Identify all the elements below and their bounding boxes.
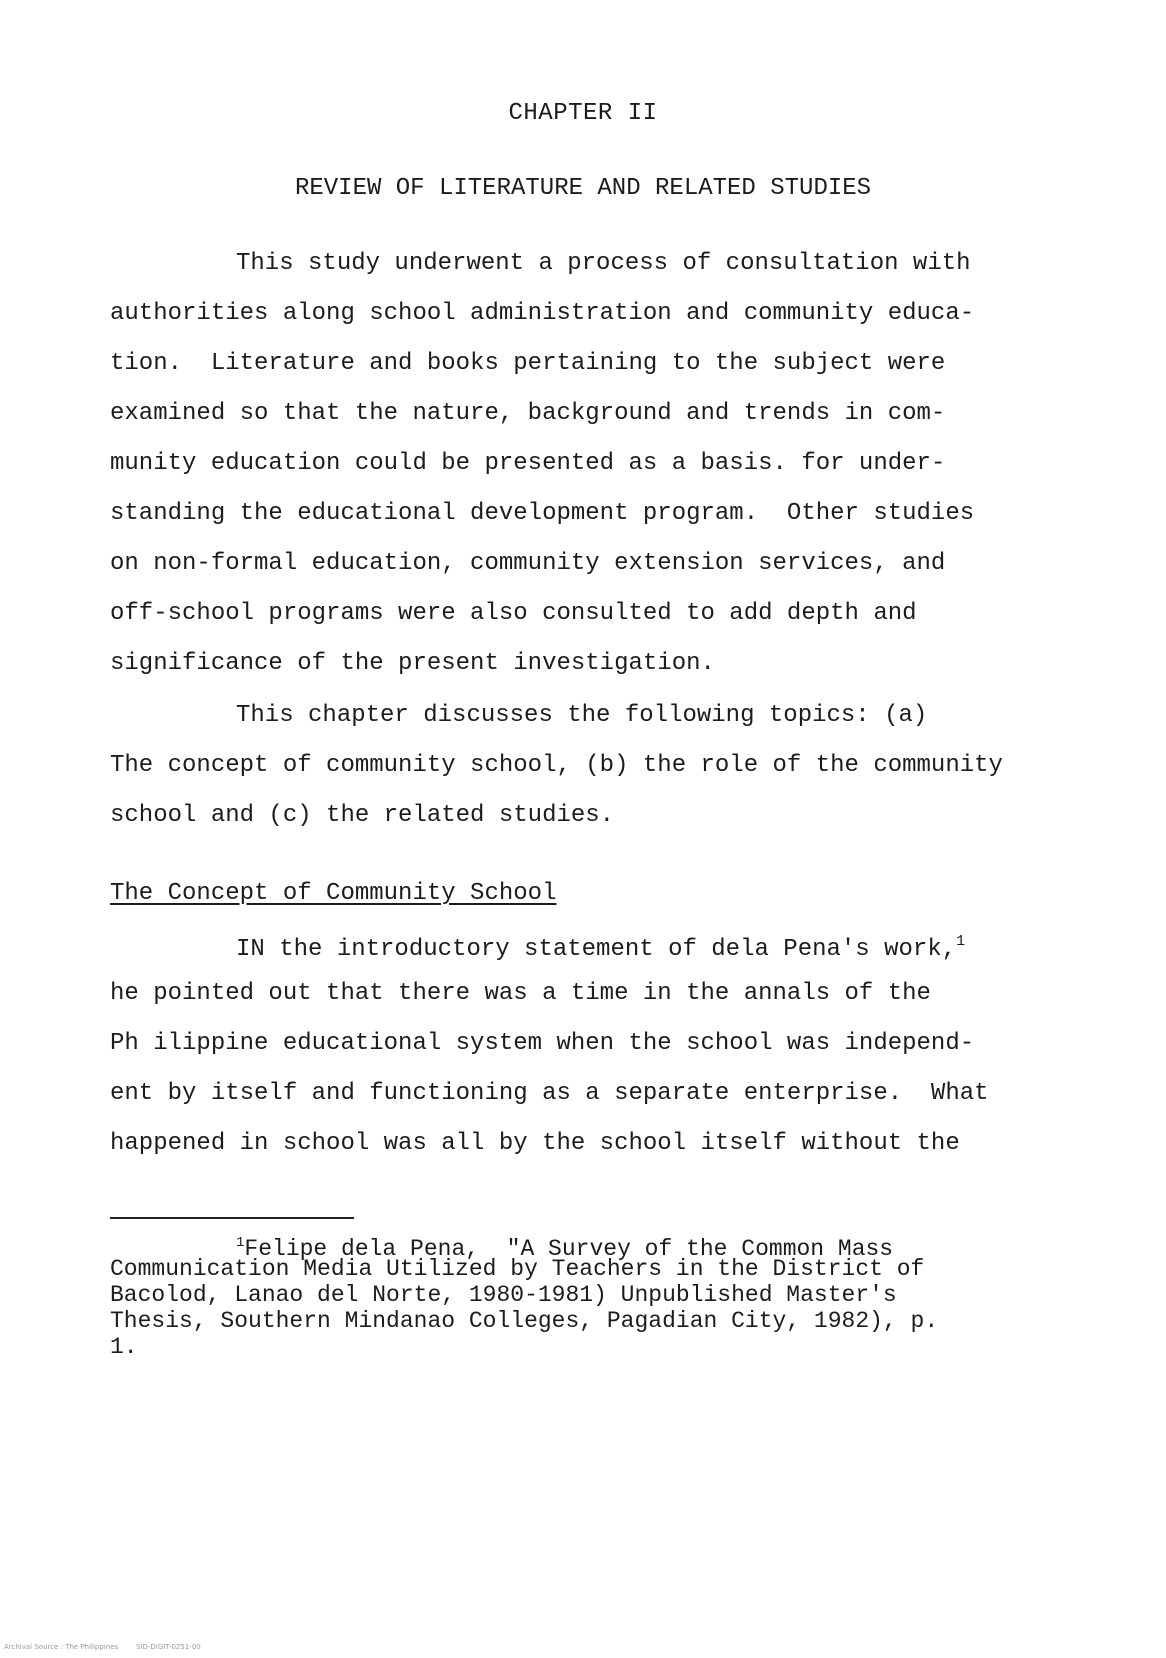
paragraph-line: Ph ilippine educational system when the school was independ- [110,1030,975,1057]
paragraph-line: school and (c) the related studies. [110,802,615,829]
paragraph-line: happened in school was all by the school itself without the [110,1130,960,1157]
paragraph-line: he pointed out that there was a time in the annals of the [110,980,931,1007]
paragraph-line-text: IN the introductory statement of dela Pena's work, [236,936,957,963]
paragraph-line: examined so that the nature, background and trends in com- [110,400,946,427]
paragraph-line: ent by itself and functioning as a separate enterprise. What [110,1080,989,1107]
paragraph-line: on non-formal education, community extension services, and [110,550,946,577]
paragraph-line: This chapter discusses the following topics: (a) [236,702,928,729]
footnote-line-text: Felipe dela Pena, "A Survey of the Common Mass [244,1236,894,1262]
footnote-line: 1. [110,1334,138,1360]
footnote-line: Communication Media Utilized by Teachers in the District of [110,1256,925,1282]
footnote-line: Thesis, Southern Mindanao Colleges, Pagadian City, 1982), p. [110,1308,939,1334]
chapter-title: REVIEW OF LITERATURE AND RELATED STUDIES [294,175,872,202]
scan-footer-text: Archival Source : The Philippines SID-DIGIT-0251-00 [4,1643,201,1651]
paragraph-line: authorities along school administration and community educa- [110,300,975,327]
paragraph-line [236,928,965,964]
paragraph-line: significance of the present investigation. [110,650,715,677]
chapter-number: CHAPTER II [508,100,658,127]
footnote-marker: 1 [236,1235,245,1251]
paragraph-line: This study underwent a process of consultation with [236,250,971,277]
footnote-reference: 1 [956,933,966,950]
paragraph-line: tion. Literature and books pertaining to the subject were [110,350,946,377]
paragraph-line: munity education could be presented as a basis. for under- [110,450,946,477]
footnote-line: Bacolod, Lanao del Norte, 1980-1981) Unpublished Master's [110,1282,897,1308]
footnote-divider [110,1217,354,1219]
paragraph-line: The concept of community school, (b) the role of the community [110,752,1003,779]
paragraph-line: standing the educational development program. Other studies [110,500,975,527]
paragraph-line: off-school programs were also consulted to add depth and [110,600,917,627]
section-heading: The Concept of Community School [110,880,557,907]
